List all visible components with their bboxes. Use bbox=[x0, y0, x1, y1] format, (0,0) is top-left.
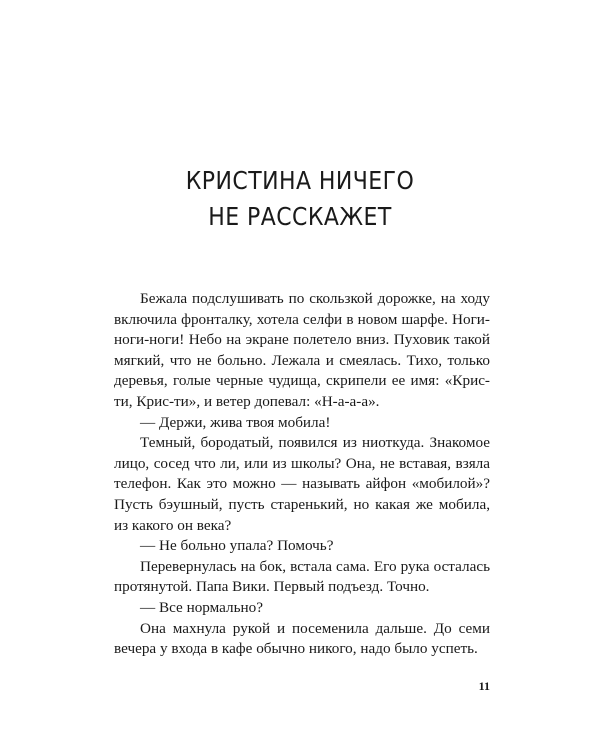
chapter-title-line-2: НЕ РАССКАЖЕТ bbox=[208, 201, 392, 231]
chapter-body bbox=[114, 289, 490, 660]
chapter-title bbox=[36, 163, 564, 235]
paragraph-1: Бежала подслушивать по скользкой дорожке, на ходу включила фронталку, хотела селфи в новом шарфе. Ноги-ноги-ноги! Небо на экране полетело вниз. Пуховик такой мягкий, что не больно. Лежала и смеялась. Тихо, только деревья, голые черные чудища, скрипели ее имя: «Крис-ти, Крис-ти», и ветер допевал: «Н-а-а-а». bbox=[114, 290, 490, 410]
paragraph-5: Перевернулась на бок, встала сама. Его рука осталась протянутой. Папа Вики. Первый подъезд. Точно. bbox=[114, 557, 490, 596]
page-number: 11 bbox=[478, 679, 490, 693]
chapter-title-line-1: КРИСТИНА НИЧЕГО bbox=[185, 165, 415, 195]
paragraph-7: Она махнула рукой и посеменила дальше. До семи вечера у входа в кафе обычно никого, надо было успеть. bbox=[114, 619, 490, 658]
paragraph-3: Темный, бородатый, появился из ниоткуда. Знакомое лицо, сосед что ли, или из школы? Она, не вставая, взяла телефон. Как это можно — называть айфон «мобилой»? Пусть бэушный, пусть старенький, но какая же мобила, из какого он века? bbox=[114, 434, 490, 534]
paragraph-4: — Не больно упала? Помочь? bbox=[140, 537, 334, 555]
paragraph-2: — Держи, жива твоя мобила! bbox=[140, 413, 331, 431]
paragraph-6: — Все нормально? bbox=[140, 598, 264, 616]
